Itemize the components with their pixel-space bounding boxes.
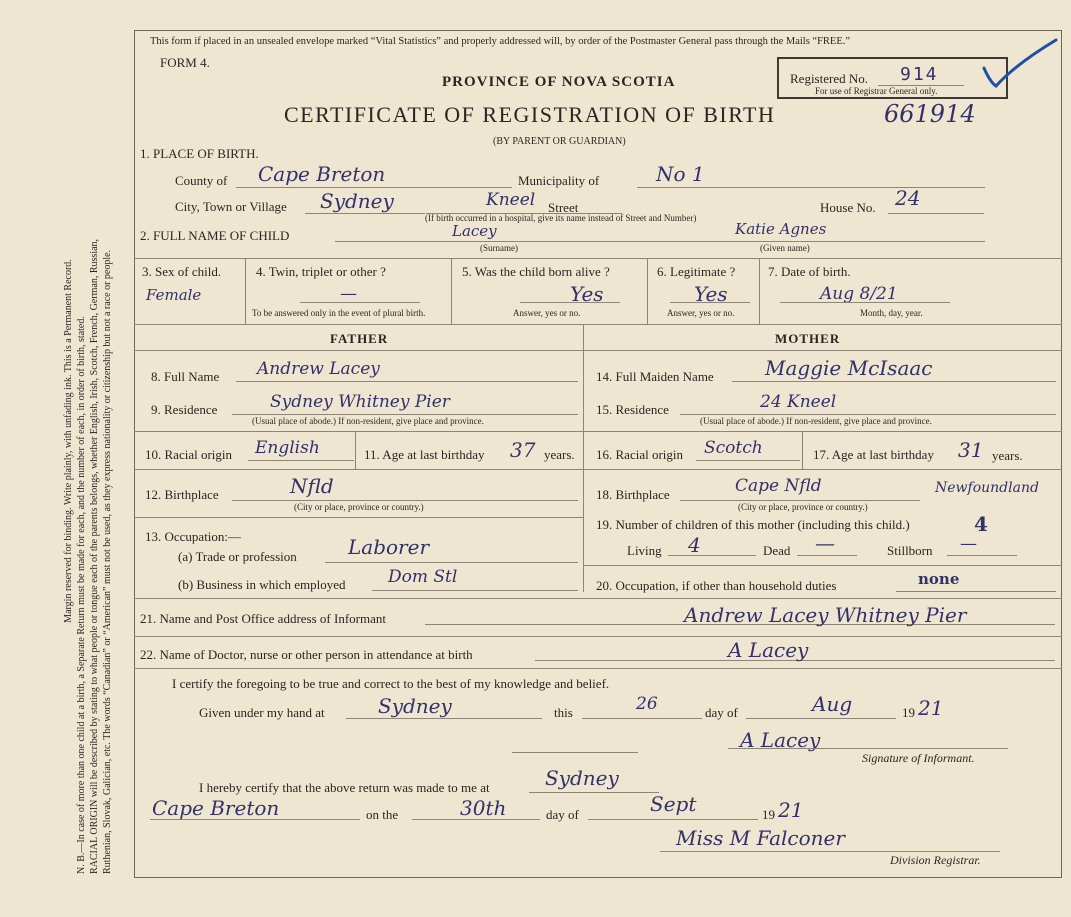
given-place-value: Sydney — [378, 694, 452, 718]
city-line — [305, 213, 425, 214]
registrar-place-line — [529, 792, 659, 793]
this-label: this — [554, 705, 573, 720]
mother-birthplace-value: Cape Nfld — [735, 476, 822, 496]
alive-note: Answer, yes or no. — [513, 308, 581, 318]
child-row-top — [134, 258, 1062, 259]
twin-note: To be answered only in the event of plural birth. — [252, 308, 426, 318]
father-row-line-2 — [134, 469, 583, 470]
mother-row-line-1 — [583, 431, 1062, 432]
given-name-label: (Given name) — [760, 243, 810, 253]
sex-value: Female — [146, 286, 202, 304]
registrar-month-value: Sept — [650, 792, 697, 816]
mother-name-value: Maggie McIsaac — [765, 356, 933, 380]
twin-label: 4. Twin, triplet or other ? — [256, 264, 386, 279]
alive-value: Yes — [570, 282, 604, 306]
father-trade-line — [325, 562, 578, 563]
doctor-bottom-line — [134, 668, 1062, 669]
mother-age-value: 31 — [958, 438, 984, 462]
place-of-birth-heading: 1. PLACE OF BIRTH. — [140, 146, 259, 161]
stillborn-value: — — [960, 534, 977, 554]
father-years-label: years. — [544, 447, 575, 462]
father-residence-line — [232, 414, 578, 415]
margin-instructions — [62, 8, 114, 874]
alive-line — [520, 302, 620, 303]
registrar-year-value: 21 — [778, 798, 804, 822]
mother-residence-label: 15. Residence — [596, 402, 669, 417]
dead-label: Dead — [763, 543, 791, 558]
street-label: Street — [548, 200, 579, 215]
house-value: 24 — [895, 186, 921, 210]
county-value: Cape Breton — [258, 162, 386, 186]
father-row-line-1 — [134, 431, 583, 432]
twin-value: — — [340, 284, 357, 304]
informant-signature: A Lacey — [740, 728, 821, 752]
city-label: City, Town or Village — [175, 199, 287, 214]
doctor-label: 22. Name of Doctor, nurse or other person in attendance at birth — [140, 647, 473, 662]
informant-bottom-line — [134, 636, 1062, 637]
registrar-county-value: Cape Breton — [152, 796, 280, 820]
alive-label: 5. Was the child born alive ? — [462, 264, 610, 279]
municipality-value: No 1 — [656, 162, 705, 186]
child-row-div-4 — [759, 258, 760, 324]
surname-label: (Surname) — [480, 243, 518, 253]
registered-number: 914 — [900, 64, 939, 85]
mother-row-line-2 — [583, 469, 1062, 470]
mother-name-label: 14. Full Maiden Name — [596, 369, 714, 384]
certify-text: I certify the foregoing to be true and correct to the best of my knowledge and belief. — [172, 676, 610, 691]
registrar-year-prefix: 19 — [762, 807, 775, 822]
informant-signature-line — [728, 748, 1008, 749]
municipality-line — [637, 187, 985, 188]
legitimate-value: Yes — [694, 282, 728, 306]
father-birthplace-note: (City or place, province or country.) — [294, 502, 424, 512]
mail-notice: This form if placed in an unsealed envelope marked “Vital Statistics” and properly addressed will, by order of the Postmaster General pass through the Mails “FREE.” — [150, 36, 851, 47]
father-birthplace-value: Nfld — [290, 474, 334, 498]
day-line — [582, 718, 702, 719]
living-label: Living — [627, 543, 662, 558]
margin-line-4: Ruthenian, Slovak, Galician, etc. The words “Canadian” or “American” must not be used, as they express nationality or citizenship but not a race or people. — [102, 249, 113, 874]
father-age-divider — [355, 431, 356, 469]
informant-value: Andrew Lacey Whitney Pier — [684, 603, 967, 627]
registrar-label: Division Registrar. — [890, 853, 981, 867]
margin-line-3: RACIAL ORIGIN will be described by stating to what people or tongue each of the parents belongs, whether English, Irish, Scotch, French, German, Russian, — [89, 238, 100, 874]
mother-heading: MOTHER — [775, 331, 841, 346]
living-value: 4 — [688, 533, 701, 557]
mother-birthplace-label: 18. Birthplace — [596, 487, 670, 502]
given-name-value: Katie Agnes — [735, 220, 827, 238]
stillborn-line — [947, 555, 1017, 556]
father-occupation-heading: 13. Occupation:— — [145, 529, 242, 544]
registrar-month-line — [588, 819, 758, 820]
mother-occupation-label: 20. Occupation, if other than household duties — [596, 578, 837, 593]
registrar-text: I hereby certify that the above return was made to me at — [199, 780, 490, 795]
certificate-title: CERTIFICATE OF REGISTRATION OF BIRTH — [284, 102, 776, 127]
registrar-day-of-label: day of — [546, 807, 579, 822]
dob-value: Aug 8/21 — [820, 284, 898, 304]
father-name-value: Andrew Lacey — [257, 359, 380, 379]
mother-age-divider — [802, 431, 803, 469]
mother-years-label: years. — [992, 448, 1023, 463]
twin-line — [300, 302, 420, 303]
father-heading: FATHER — [330, 331, 389, 346]
registered-label: Registered No. — [790, 71, 868, 86]
father-name-line — [236, 381, 578, 382]
legitimate-note: Answer, yes or no. — [667, 308, 735, 318]
year-prefix: 19 — [902, 705, 915, 720]
mother-birthplace-extra: Newfoundland — [935, 480, 1039, 496]
child-row-div-1 — [245, 258, 246, 324]
father-business-label: (b) Business in which employed — [178, 577, 346, 592]
margin-line-1: Margin reserved for binding. Write plainly, with unfading ink. This is a Permanent Record. — [63, 259, 74, 623]
mother-birthplace-line — [680, 500, 920, 501]
street-value: Kneel — [486, 190, 536, 210]
mother-age-label: 17. Age at last birthday — [813, 447, 934, 462]
father-racial-line — [248, 460, 354, 461]
registrar-place-value: Sydney — [545, 766, 619, 790]
father-business-value: Dom Stl — [388, 567, 458, 587]
house-label: House No. — [820, 200, 876, 215]
mother-racial-value: Scotch — [704, 438, 763, 458]
registrar-on-label: on the — [366, 807, 399, 822]
father-trade-label: (a) Trade or profession — [178, 549, 297, 564]
mother-occupation-line — [896, 591, 1056, 592]
dob-label: 7. Date of birth. — [768, 264, 851, 279]
given-place-line — [346, 718, 542, 719]
child-row-div-2 — [451, 258, 452, 324]
father-trade-value: Laborer — [348, 535, 430, 559]
registrar-county-line — [150, 819, 360, 820]
child-name-line — [335, 241, 985, 242]
mother-racial-line — [696, 460, 800, 461]
father-age-label: 11. Age at last birthday — [364, 447, 485, 462]
county-line — [236, 187, 512, 188]
separator-rule — [512, 752, 638, 753]
mother-residence-line — [680, 414, 1056, 415]
children-count-value: 4 — [974, 512, 988, 536]
mother-occupation-value: none — [918, 570, 960, 588]
father-birthplace-line — [232, 500, 578, 501]
parents-bottom-line — [134, 598, 1062, 599]
living-line — [668, 555, 756, 556]
father-residence-label: 9. Residence — [151, 402, 218, 417]
doctor-value: A Lacey — [728, 638, 809, 662]
child-name-heading: 2. FULL NAME OF CHILD — [140, 228, 290, 243]
margin-line-2: N. B.—In case of more than one child at a birth, a Separate Return must be made for each, and the number of each, in order of birth, stated. — [76, 316, 87, 874]
father-residence-value: Sydney Whitney Pier — [270, 392, 450, 412]
father-racial-label: 10. Racial origin — [145, 447, 233, 462]
municipality-label: Municipality of — [518, 173, 600, 188]
dead-value: — — [815, 531, 835, 555]
registrar-signature: Miss M Falconer — [676, 826, 845, 850]
year-value: 21 — [918, 696, 944, 720]
father-birthplace-label: 12. Birthplace — [145, 487, 219, 502]
father-age-value: 37 — [510, 438, 536, 462]
surname-value: Lacey — [452, 222, 497, 240]
children-count-label: 19. Number of children of this mother (including this child.) — [596, 517, 910, 532]
father-residence-note: (Usual place of abode.) If non-resident, give place and province. — [252, 416, 484, 426]
check-mark-icon — [980, 38, 1060, 90]
dead-line — [797, 555, 857, 556]
registrar-day-value: 30th — [460, 796, 507, 820]
child-row-div-3 — [647, 258, 648, 324]
hospital-note: (If birth occurred in a hospital, give its name instead of Street and Number) — [425, 213, 697, 223]
mother-residence-note: (Usual place of abode.) If non-resident, give place and province. — [700, 416, 932, 426]
registrar-signature-line — [660, 851, 1000, 852]
province-title: PROVINCE OF NOVA SCOTIA — [442, 74, 676, 90]
mother-row-line-3 — [583, 565, 1062, 566]
dob-line — [780, 302, 950, 303]
legitimate-line — [670, 302, 750, 303]
sex-label: 3. Sex of child. — [142, 264, 222, 279]
registered-note: For use of Registrar General only. — [815, 86, 938, 96]
father-name-label: 8. Full Name — [151, 369, 220, 384]
child-row-bottom — [134, 324, 1062, 325]
mother-name-line — [732, 381, 1056, 382]
legitimate-label: 6. Legitimate ? — [657, 264, 736, 279]
county-label: County of — [175, 173, 228, 188]
mother-birthplace-note: (City or place, province or country.) — [738, 502, 868, 512]
informant-label: 21. Name and Post Office address of Informant — [140, 611, 386, 626]
month-value: Aug — [812, 692, 853, 716]
stillborn-label: Stillborn — [887, 543, 933, 558]
father-racial-value: English — [255, 438, 320, 458]
form-number: FORM 4. — [160, 55, 210, 70]
father-business-line — [372, 590, 578, 591]
hand-number: 661914 — [884, 100, 976, 128]
day-value: 26 — [636, 694, 658, 714]
day-of-label: day of — [705, 705, 738, 720]
parents-divider — [583, 324, 584, 592]
mother-residence-value: 24 Kneel — [760, 392, 837, 412]
given-label: Given under my hand at — [199, 705, 325, 720]
certificate-subtitle: (BY PARENT OR GUARDIAN) — [493, 136, 626, 147]
father-row-line-3 — [134, 517, 583, 518]
mother-racial-label: 16. Racial origin — [596, 447, 684, 462]
house-line — [888, 213, 984, 214]
city-value: Sydney — [320, 189, 394, 213]
parents-header-line — [134, 350, 1062, 351]
month-line — [746, 718, 896, 719]
informant-signature-label: Signature of Informant. — [862, 751, 975, 765]
dob-note: Month, day, year. — [860, 308, 923, 318]
